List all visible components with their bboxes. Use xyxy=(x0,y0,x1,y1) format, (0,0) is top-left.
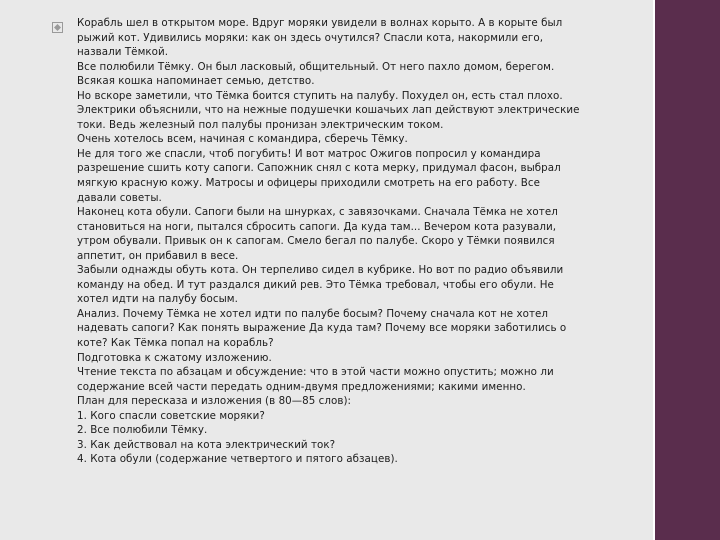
text-line: разрешение сшить коту сапоги. Сапожник снял с кота мерку, придумал фасон, выбрал xyxy=(77,162,561,175)
text-line: мягкую красную кожу. Матросы и офицеры приходили смотреть на его работу. Все xyxy=(77,177,540,190)
text-line: Подготовка к сжатому изложению. xyxy=(77,351,272,364)
text-line: Очень хотелось всем, начиная с командира, сберечь Тёмку. xyxy=(77,133,408,146)
text-line: рыжий кот. Удивились моряки: как он здесь очутился? Спасли кота, накормили его, xyxy=(77,31,544,44)
text-line: Анализ. Почему Тёмка не хотел идти по палубе босым? Почему сначала кот не хотел xyxy=(77,307,549,320)
text-line: Корабль шел в открытом море. Вдруг моряки увидели в волнах корыто. А в корыте был xyxy=(77,17,563,29)
text-line: хотел идти на палубу босым. xyxy=(77,293,238,306)
text-line: План для пересказа и изложения (в 80—85 слов): xyxy=(77,395,352,408)
text-line: 2. Все полюбили Тёмку. xyxy=(77,424,208,437)
text-line: Но вскоре заметили, что Тёмка боится ступить на палубу. Похудел он, есть стал плохо. xyxy=(77,89,563,102)
text-line: Всякая кошка напоминает семью, детство. xyxy=(77,75,315,88)
text-line: надевать сапоги? Как понять выражение Да куда там? Почему все моряки заботились о xyxy=(77,322,567,335)
diamond-bullet-icon xyxy=(52,22,63,33)
text-line: становиться на ноги, пытался сбросить сапоги. Да куда там... Вечером кота разували, xyxy=(77,220,557,233)
text-line: Чтение текста по абзацам и обсуждение: что в этой части можно опустить; можно ли xyxy=(77,366,554,379)
text-line: утром обували. Привык он к сапогам. Смело бегал по палубе. Скоро у Тёмки появился xyxy=(77,235,555,248)
text-line: Электрики объяснили, что на нежные подушечки кошачьих лап действуют электрические xyxy=(77,104,580,117)
story-text-block xyxy=(77,16,629,467)
text-line: Не для того же спасли, чтоб погубить! И вот матрос Ожигов попросил у командира xyxy=(77,147,541,160)
decorative-side-band xyxy=(653,0,720,540)
text-line: Наконец кота обули. Сапоги были на шнурках, с завязочками. Сначала Тёмка не хотел xyxy=(77,206,558,219)
text-line: коте? Как Тёмка попал на корабль? xyxy=(77,337,274,350)
text-line: Забыли однажды обуть кота. Он терпеливо сидел в кубрике. Но вот по радио объявили xyxy=(77,264,564,277)
text-line: содержание всей части передать одним-двумя предложениями; какими именно. xyxy=(77,380,526,393)
text-line: команду на обед. И тут раздался дикий рев. Это Тёмка требовал, чтобы его обули. Не xyxy=(77,278,554,291)
text-line: 4. Кота обули (содержание четвертого и пятого абзацев). xyxy=(77,453,398,466)
diamond-bullet-shape xyxy=(52,22,63,33)
text-line: 1. Кого спасли советские моряки? xyxy=(77,409,265,422)
text-line: давали советы. xyxy=(77,191,162,204)
text-line: 3. Как действовал на кота электрический ток? xyxy=(77,438,336,451)
text-line: назвали Тёмкой. xyxy=(77,46,169,59)
text-line: аппетит, он прибавил в весе. xyxy=(77,249,239,262)
text-line: токи. Ведь железный пол палубы пронизан электрическим током. xyxy=(77,118,444,131)
text-line: Все полюбили Тёмку. Он был ласковый, общительный. От него пахло домом, берегом. xyxy=(77,60,555,73)
